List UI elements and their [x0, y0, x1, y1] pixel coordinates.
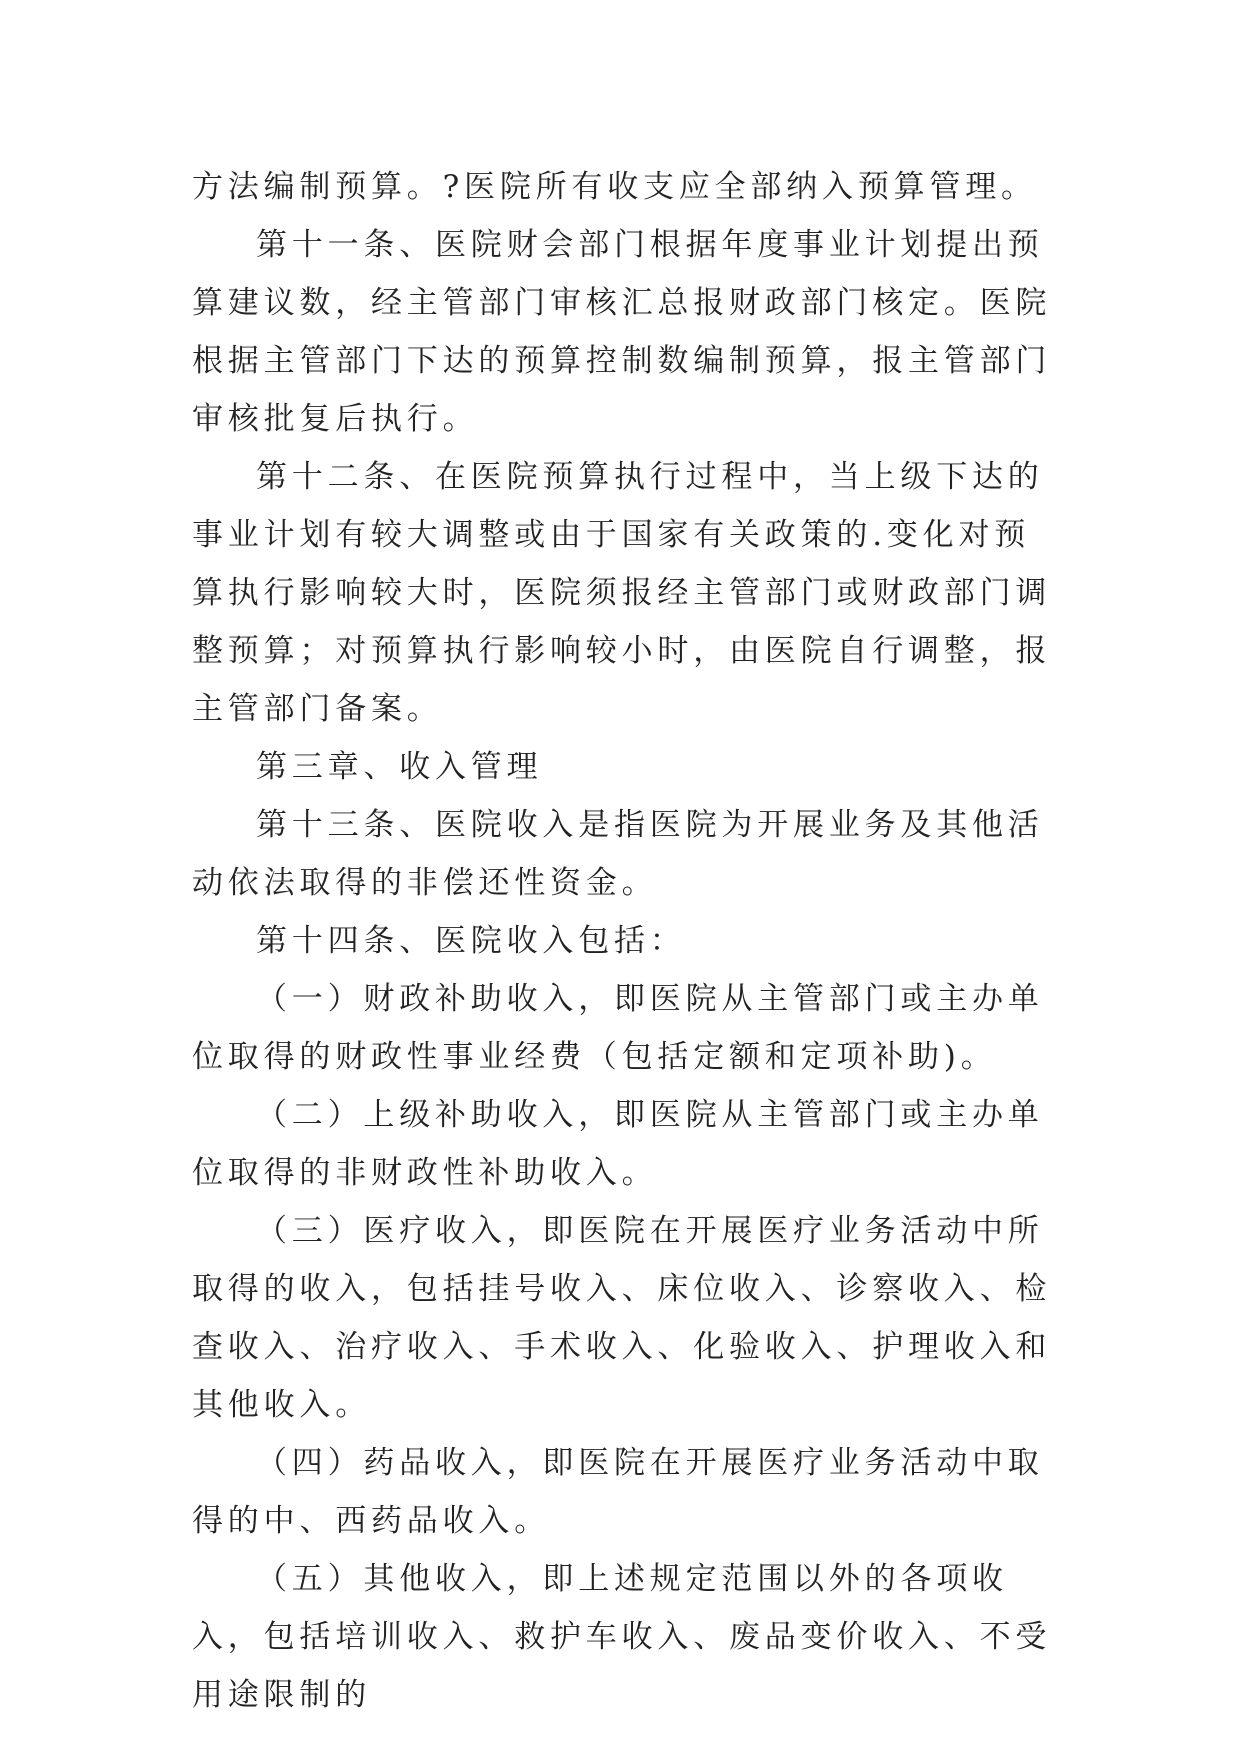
list-item-financial-subsidy: （一）财政补助收入，即医院从主管部门或主办单位取得的财政性事业经费（包括定额和定项补助)。 [192, 981, 1044, 1075]
paragraph-article-13: 第十三条、医院收入是指医院为开展业务及其他活动依法取得的非偿还性资金。 [192, 807, 1044, 901]
list-item-superior-subsidy: （二）上级补助收入，即医院从主管部门或主办单位取得的非财政性补助收入。 [192, 1097, 1044, 1191]
document-body [192, 158, 1052, 1724]
chapter-heading-income-management: 第三章、收入管理 [256, 749, 543, 785]
list-item-other-income: （五）其他收入，即上述规定范围以外的各项收入，包括培训收入、救护车收入、废品变价收入、不受用途限制的 [192, 1561, 1052, 1713]
list-item-drug-income: （四）药品收入，即医院在开展医疗业务活动中取得的中、西药品收入。 [192, 1445, 1044, 1539]
list-item-medical-income: （三）医疗收入，即医院在开展医疗业务活动中所取得的收入，包括挂号收入、床位收入、诊察收入、检查收入、治疗收入、手术收入、化验收入、护理收入和其他收入。 [192, 1213, 1052, 1423]
paragraph-article-12: 第十二条、在医院预算执行过程中，当上级下达的事业计划有较大调整或由于国家有关政策的.变化对预算执行影响较大时，医院须报经主管部门或财政部门调整预算；对预算执行影响较小时，由医院自行调整，报主管部门备案。 [192, 459, 1052, 727]
paragraph-article-11: 第十一条、医院财会部门根据年度事业计划提出预算建议数，经主管部门审核汇总报财政部门核定。医院根据主管部门下达的预算控制数编制预算，报主管部门审核批复后执行。 [192, 227, 1052, 437]
paragraph-article-14: 第十四条、医院收入包括： [256, 923, 686, 959]
paragraph-budget-continuation: 方法编制预算。?医院所有收支应全部纳入预算管理。 [192, 169, 1037, 205]
